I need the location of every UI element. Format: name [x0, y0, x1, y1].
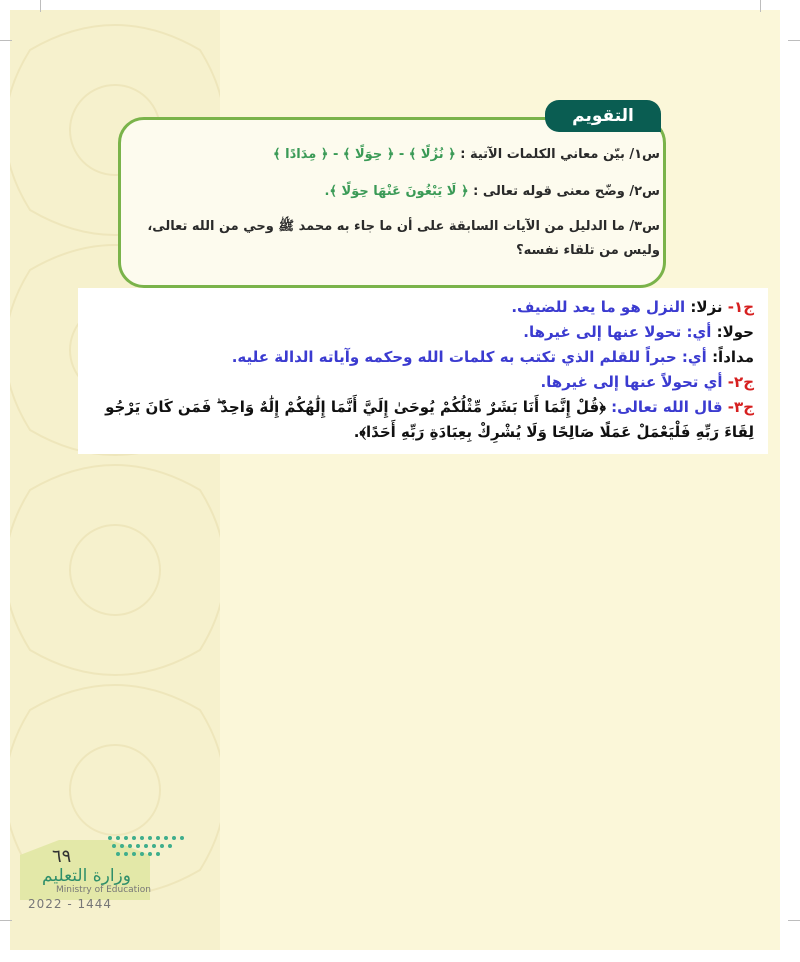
answer-1c-word: مداداً:	[712, 348, 754, 366]
question-1-text: س١/ بيّن معاني الكلمات الآتية :	[460, 147, 660, 162]
question-1-words: ﴿ نُزُلًا ﴾ - ﴿ حِوَلًا ﴾ - ﴿ مِدَادًا ﴾	[272, 147, 456, 162]
page-number: ٦٩	[52, 846, 72, 867]
ministry-name-arabic: وزارة التعليم	[42, 866, 131, 886]
question-3: س٣/ ما الدليل من الآيات السابقة على أن ما جاء به محمد ﷺ وحي من الله تعالى، وليس من تلقاء نفسه؟	[147, 219, 660, 258]
answer-2-text: أي تحولاً عنها إلى غيرها.	[540, 373, 723, 391]
question-2-verse: ﴿ لَا يَبْغُونَ عَنْهَا حِوَلًا ﴾.	[324, 184, 469, 199]
crop-mark	[788, 920, 800, 921]
question-1	[273, 147, 660, 162]
crop-mark	[788, 40, 800, 41]
answer-1b-word: حولا:	[716, 323, 754, 341]
section-title: التقويم	[545, 100, 661, 132]
answer-3	[86, 395, 754, 445]
answer-1c-text: أي: حبراً للقلم الذي تكتب به كلمات الله وحكمه وآياته الدالة عليه.	[231, 348, 707, 366]
crop-mark	[0, 920, 12, 921]
crop-mark	[760, 0, 761, 12]
question-2-text: س٢/ وضّح معنى قوله تعالى :	[473, 184, 660, 199]
answer-1c	[86, 345, 754, 370]
answers-panel	[78, 288, 768, 454]
answer-3-intro: قال الله تعالى:	[611, 398, 723, 416]
answer-1b	[86, 320, 754, 345]
question-2	[324, 184, 660, 199]
crop-mark	[0, 40, 12, 41]
answer-1-label: ج١-	[727, 298, 754, 316]
answer-1	[86, 295, 754, 320]
answer-1b-text: أي: تحولا عنها إلى غيرها.	[523, 323, 712, 341]
answer-1-text: النزل هو ما يعد للضيف.	[511, 298, 686, 316]
answer-2	[86, 370, 754, 395]
crop-mark	[40, 0, 41, 12]
edition-year: 2022 - 1444	[28, 897, 113, 911]
answer-2-label: ج٢-	[727, 373, 754, 391]
answer-1-word: نزلا:	[690, 298, 723, 316]
ministry-name-english: Ministry of Education	[56, 885, 151, 895]
answer-3-label: ج٣-	[727, 398, 754, 416]
answer-3-verse: ﴿قُلْ إِنَّمَا أَنَا بَشَرٌ مِّثْلُكُمْ يُوحَىٰ إِلَيَّ أَنَّمَا إِلَٰهُكُمْ إِلَٰهٌ وَاحِدٌ ۖ فَمَن كَانَ يَرْجُو لِقَاءَ رَبِّهِ فَلْيَعْمَلْ عَمَلًا صَالِحًا وَلَا يُشْرِكْ بِعِبَادَةِ رَبِّهِ أَحَدًا﴾.	[105, 398, 754, 441]
